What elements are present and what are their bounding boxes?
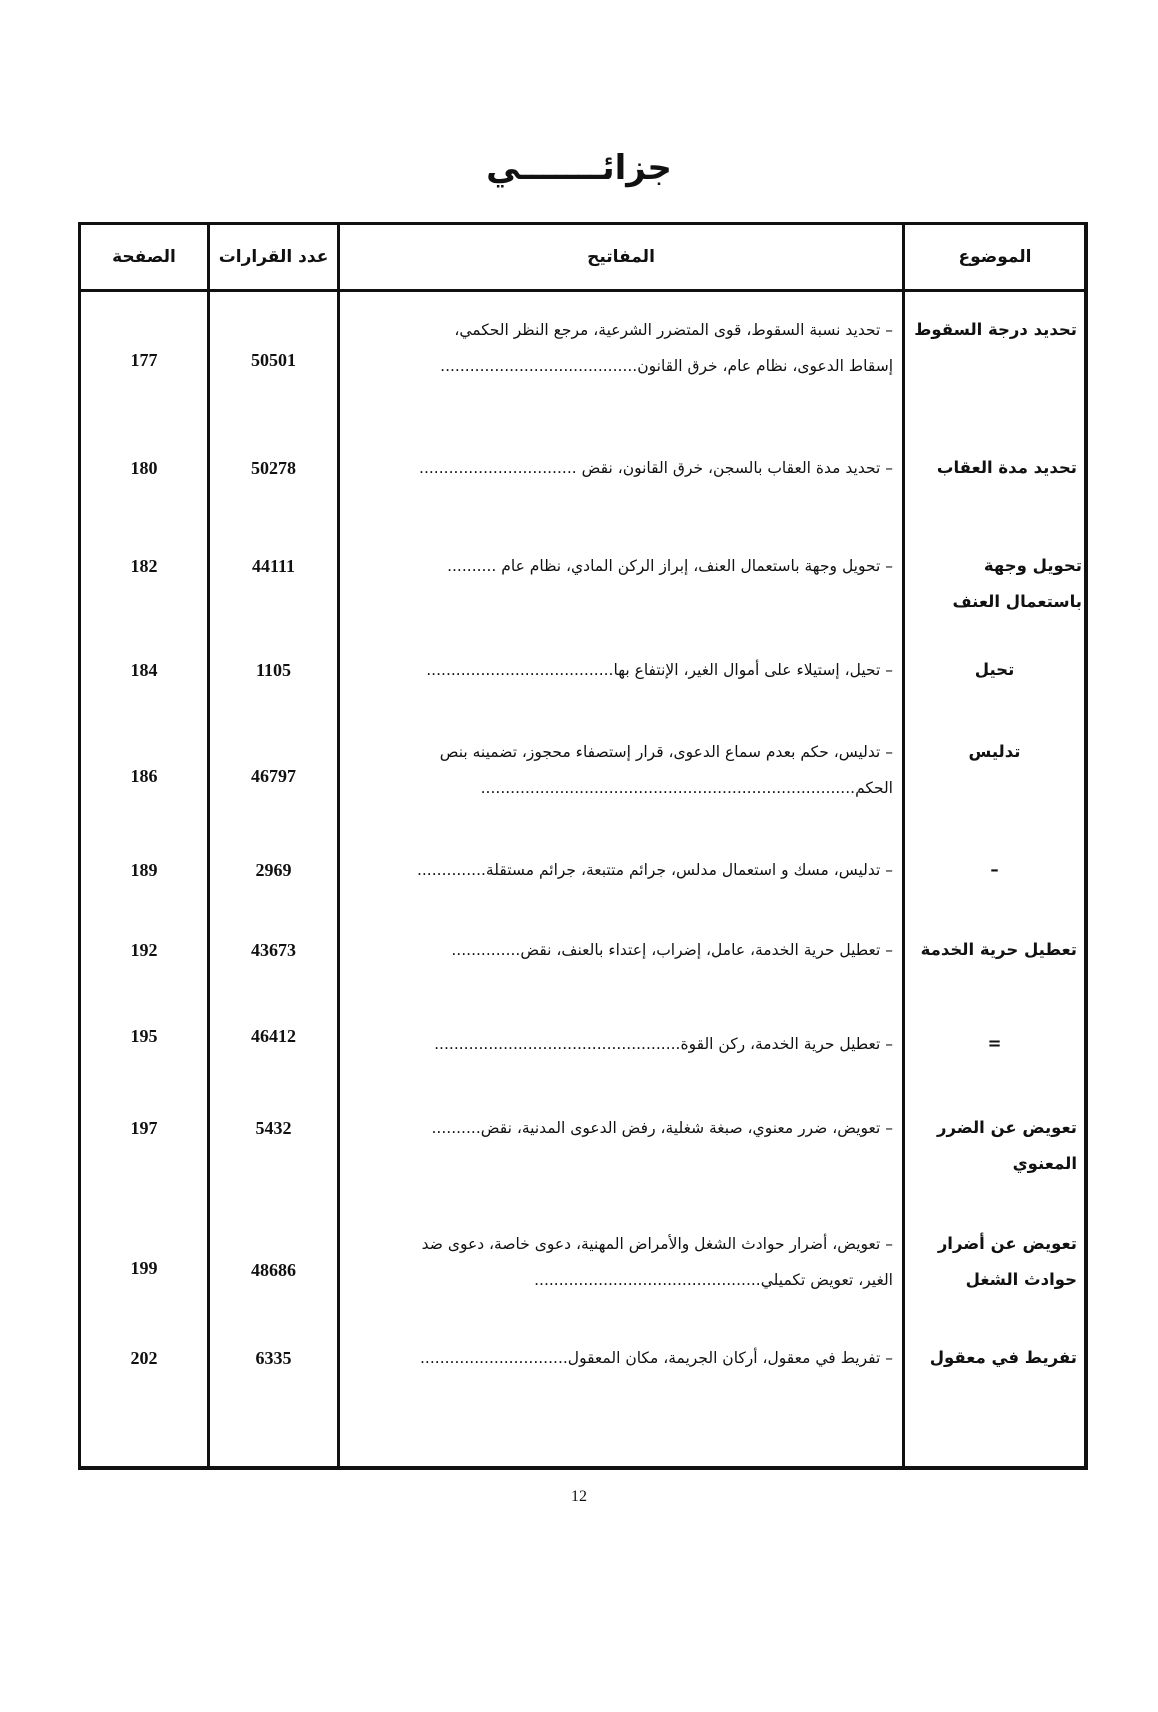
row-page: 186 [130,766,158,786]
row-subject: تحديد درجة السقوط [914,320,1077,339]
row-page: 182 [130,556,158,576]
header-decisions: عدد القرارات [218,247,329,267]
row-subject: تعطيل حرية الخدمة [920,940,1077,959]
column-divider [902,222,905,1470]
keyword-line: – تدليس، حكم بعدم سماع الدعوى، قرار إستصفاء محجوز، تضمينه بنص [439,743,893,761]
page-number: 12 [571,1488,587,1505]
row-keywords [348,450,893,486]
row-page: 177 [130,350,158,370]
row-keywords [348,734,893,806]
column-divider [207,222,210,1470]
column-divider [337,222,340,1470]
row-subject: تحويل وجهة باستعمال العنف [952,556,1082,611]
row-keywords [348,1226,893,1298]
keyword-line: – تحويل وجهة باستعمال العنف، إبراز الركن المادي، نظام عام .......... [447,557,893,575]
row-page: 195 [130,1026,158,1046]
row-subject: تدليس [968,742,1021,761]
row-keywords [348,652,893,688]
header-page: الصفحة [112,247,176,267]
row-decisions: 48686 [251,1260,296,1280]
row-subject: تحديد مدة العقاب [936,458,1077,477]
header-subject: الموضوع [958,247,1032,267]
keyword-line: – تعويض، أضرار حوادث الشغل والأمراض المهنية، دعوى خاصة، دعوى ضد [421,1235,893,1253]
row-page: 180 [130,458,158,478]
row-keywords [348,852,893,888]
row-keywords [348,312,893,384]
row-keywords [348,932,893,968]
row-decisions: 6335 [255,1348,292,1368]
row-decisions: 43673 [251,940,296,960]
page-title: جزائـــــــي [486,148,672,188]
row-decisions: 2969 [255,860,292,880]
header-keywords: المفاتيح [587,247,655,267]
row-keywords [348,548,893,584]
row-decisions: 44111 [251,556,295,576]
row-page: 189 [130,860,158,880]
row-page: 184 [130,660,158,680]
row-decisions: 50501 [251,350,296,370]
row-page: 199 [130,1258,158,1278]
keyword-line: – تعويض، ضرر معنوي، صبغة شغلية، رفض الدعوى المدنية، نقض.......... [431,1119,893,1137]
row-subject: تعويض عن الضرر المعنوي [936,1118,1077,1173]
keyword-line: – تحيل، إستيلاء على أموال الغير، الإنتفاع بها...................................... [426,661,893,679]
keyword-line: – تدليس، مسك و استعمال مدلس، جرائم متتبعة، جرائم مستقلة.............. [416,861,893,879]
row-subject: – [990,860,999,879]
keyword-line: – تحديد نسبة السقوط، قوى المتضرر الشرعية، مرجع النظر الحكمي، [454,321,893,339]
row-subject: تفريط في معقول [929,1348,1077,1367]
row-decisions: 5432 [255,1118,292,1138]
keyword-line: – تحديد مدة العقاب بالسجن، خرق القانون، نقض ................................ [419,459,893,477]
row-subject: تحيل [974,660,1015,679]
row-decisions: 50278 [251,458,296,478]
row-keywords [348,1110,893,1146]
row-page: 202 [130,1348,158,1368]
header-divider [78,289,1088,292]
row-decisions: 46412 [251,1026,296,1046]
keyword-line: – تعطيل حرية الخدمة، عامل، إضراب، إعتداء بالعنف، نقض.............. [451,941,893,959]
row-keywords [348,1340,893,1376]
row-page: 192 [130,940,158,960]
row-keywords [348,1026,893,1062]
keyword-line: الحكم............................................................................ [480,779,893,797]
keyword-line: – تعطيل حرية الخدمة، ركن القوة.................................................. [434,1035,893,1053]
row-subject: تعويض عن أضرار حوادث الشغل [937,1234,1077,1289]
keyword-line: الغير، تعويض تكميلي.............................................. [534,1271,893,1289]
row-subject: = [987,1034,1002,1053]
keyword-line: إسقاط الدعوى، نظام عام، خرق القانون........................................ [440,357,893,375]
row-page: 197 [130,1118,158,1138]
row-decisions: 46797 [251,766,296,786]
keyword-line: – تفريط في معقول، أركان الجريمة، مكان المعقول.............................. [420,1349,893,1367]
row-decisions: 1105 [255,660,291,680]
